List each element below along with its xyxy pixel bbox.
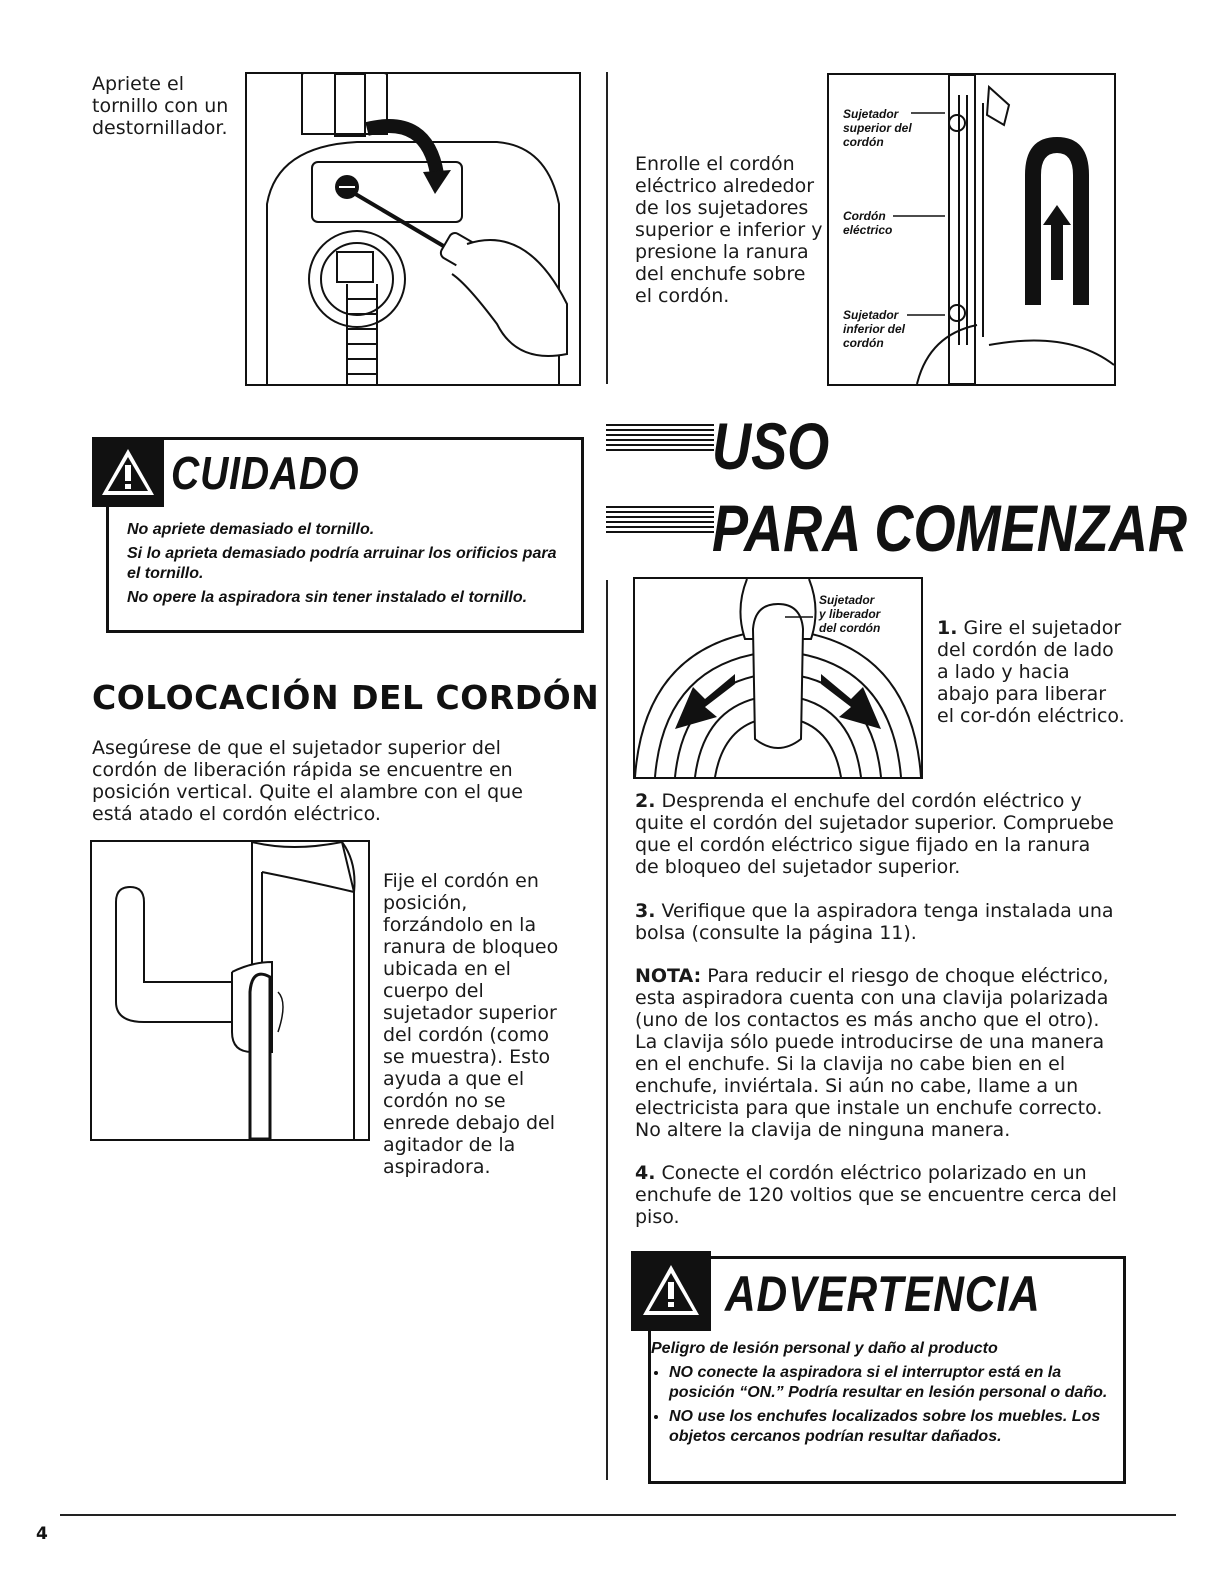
cuidado-title: CUIDADO (171, 447, 360, 499)
advertencia-list (651, 1363, 1111, 1447)
cord-wrap-illustration (827, 73, 1116, 386)
screwdriver-illustration (245, 72, 581, 386)
uso-speed-lines (606, 424, 714, 454)
cuidado-header-bar (92, 437, 164, 507)
cord-lock-drawing (92, 842, 368, 1139)
cord-lock-caption: Fije el cordón en posición, forzándolo en la ranura de bloqueo ubicada en el cuerpo del sujetador superior del cordón (como se muestra). Esto ayuda a que el cordón no se enrede debajo del agitador de la aspiradora. (383, 870, 559, 1178)
cuidado-box (106, 437, 584, 633)
label-lower-cord-holder: Sujetador inferior del cordón (843, 308, 906, 350)
cord-release-illustration (633, 577, 923, 779)
cord-wrap-caption: Enrolle el cordón eléctrico alrededor de los sujetadores superior e inferior y presione la ranura del enchufe sobre el cordón. (635, 153, 823, 307)
column-divider-bottom (606, 580, 608, 1480)
list-item: • NO conecte la aspiradora si el interruptor está en la posición “ON.” Podría resultar en lesión personal o daño. (669, 1363, 1111, 1403)
step-4: 4. Conecte el cordón eléctrico polarizado en un enchufe de 120 voltios que se encuentre cerca del piso. (635, 1162, 1117, 1228)
column-divider-top (606, 72, 608, 384)
page-number: 4 (36, 1524, 48, 1544)
step-1: 1. Gire el sujetador del cordón de lado a lado y hacia abajo para liberar el cor-dón eléctrico. (937, 617, 1125, 727)
uso-heading: USO (712, 409, 830, 483)
advertencia-title: ADVERTENCIA (725, 1266, 1041, 1322)
vacuum-screw-drawing (247, 74, 579, 384)
label-power-cord: Cordón eléctrico (843, 209, 893, 237)
label-cord-release: Sujetador y liberador del cordón (819, 593, 881, 635)
colocacion-heading: COLOCACIÓN DEL CORDÓN (92, 678, 600, 717)
step-3: 3. Verifique que la aspiradora tenga instalada una bolsa (consulte la página 11). (635, 900, 1114, 944)
footer-rule (60, 1514, 1176, 1516)
advertencia-box (648, 1256, 1126, 1484)
label-upper-cord-holder: Sujetador superior del cordón (843, 107, 912, 149)
step-2: 2. Desprenda el enchufe del cordón eléctrico y quite el cordón del sujetador superior. Compruebe que el cordón eléctrico sigue fijado en la ranura de bloqueo del sujetador superior. (635, 790, 1114, 878)
colocacion-intro: Asegúrese de que el sujetador superior del cordón de liberación rápida se encuentre en posición vertical. Quite el alambre con el que está atado el cordón eléctrico. (92, 737, 523, 825)
para-comenzar-speed-lines (606, 506, 714, 536)
cord-lock-illustration (90, 840, 370, 1141)
screw-caption: Apriete el tornillo con un destornillador. (92, 73, 229, 139)
warning-triangle-icon (631, 1251, 711, 1331)
nota: NOTA: Para reducir el riesgo de choque eléctrico, esta aspiradora cuenta con una clavija polarizada (uno de los contactos es más ancho que el otro). La clavija sólo puede introducirse de una manera en el enchufe. Si la clavija no cabe bien en el enchufe, inviértala. Si aún no cabe, llame a un electricista para que instale un enchufe correcto. No altere la clavija de ninguna manera. (635, 965, 1109, 1141)
advertencia-header-bar (631, 1251, 711, 1331)
warning-triangle-icon (92, 437, 164, 507)
advertencia-text: Peligro de lesión personal y daño al producto • NO conecte la aspiradora si el interruptor está en la posición “ON.” Podría resultar en lesión personal o daño. • NO use los enchufes localizados sobre los muebles. Los objetos cercanos podrían resultar dañados. (651, 1339, 1111, 1451)
cuidado-text: No apriete demasiado el tornillo. Si lo aprieta demasiado podría arruinar los orificios para el tornillo. No opere la aspiradora sin tener instalado el tornillo. (127, 521, 557, 606)
list-item: • NO use los enchufes localizados sobre los muebles. Los objetos cercanos podrían resultar dañados. (669, 1407, 1111, 1447)
para-comenzar-heading: PARA COMENZAR (712, 491, 1188, 565)
